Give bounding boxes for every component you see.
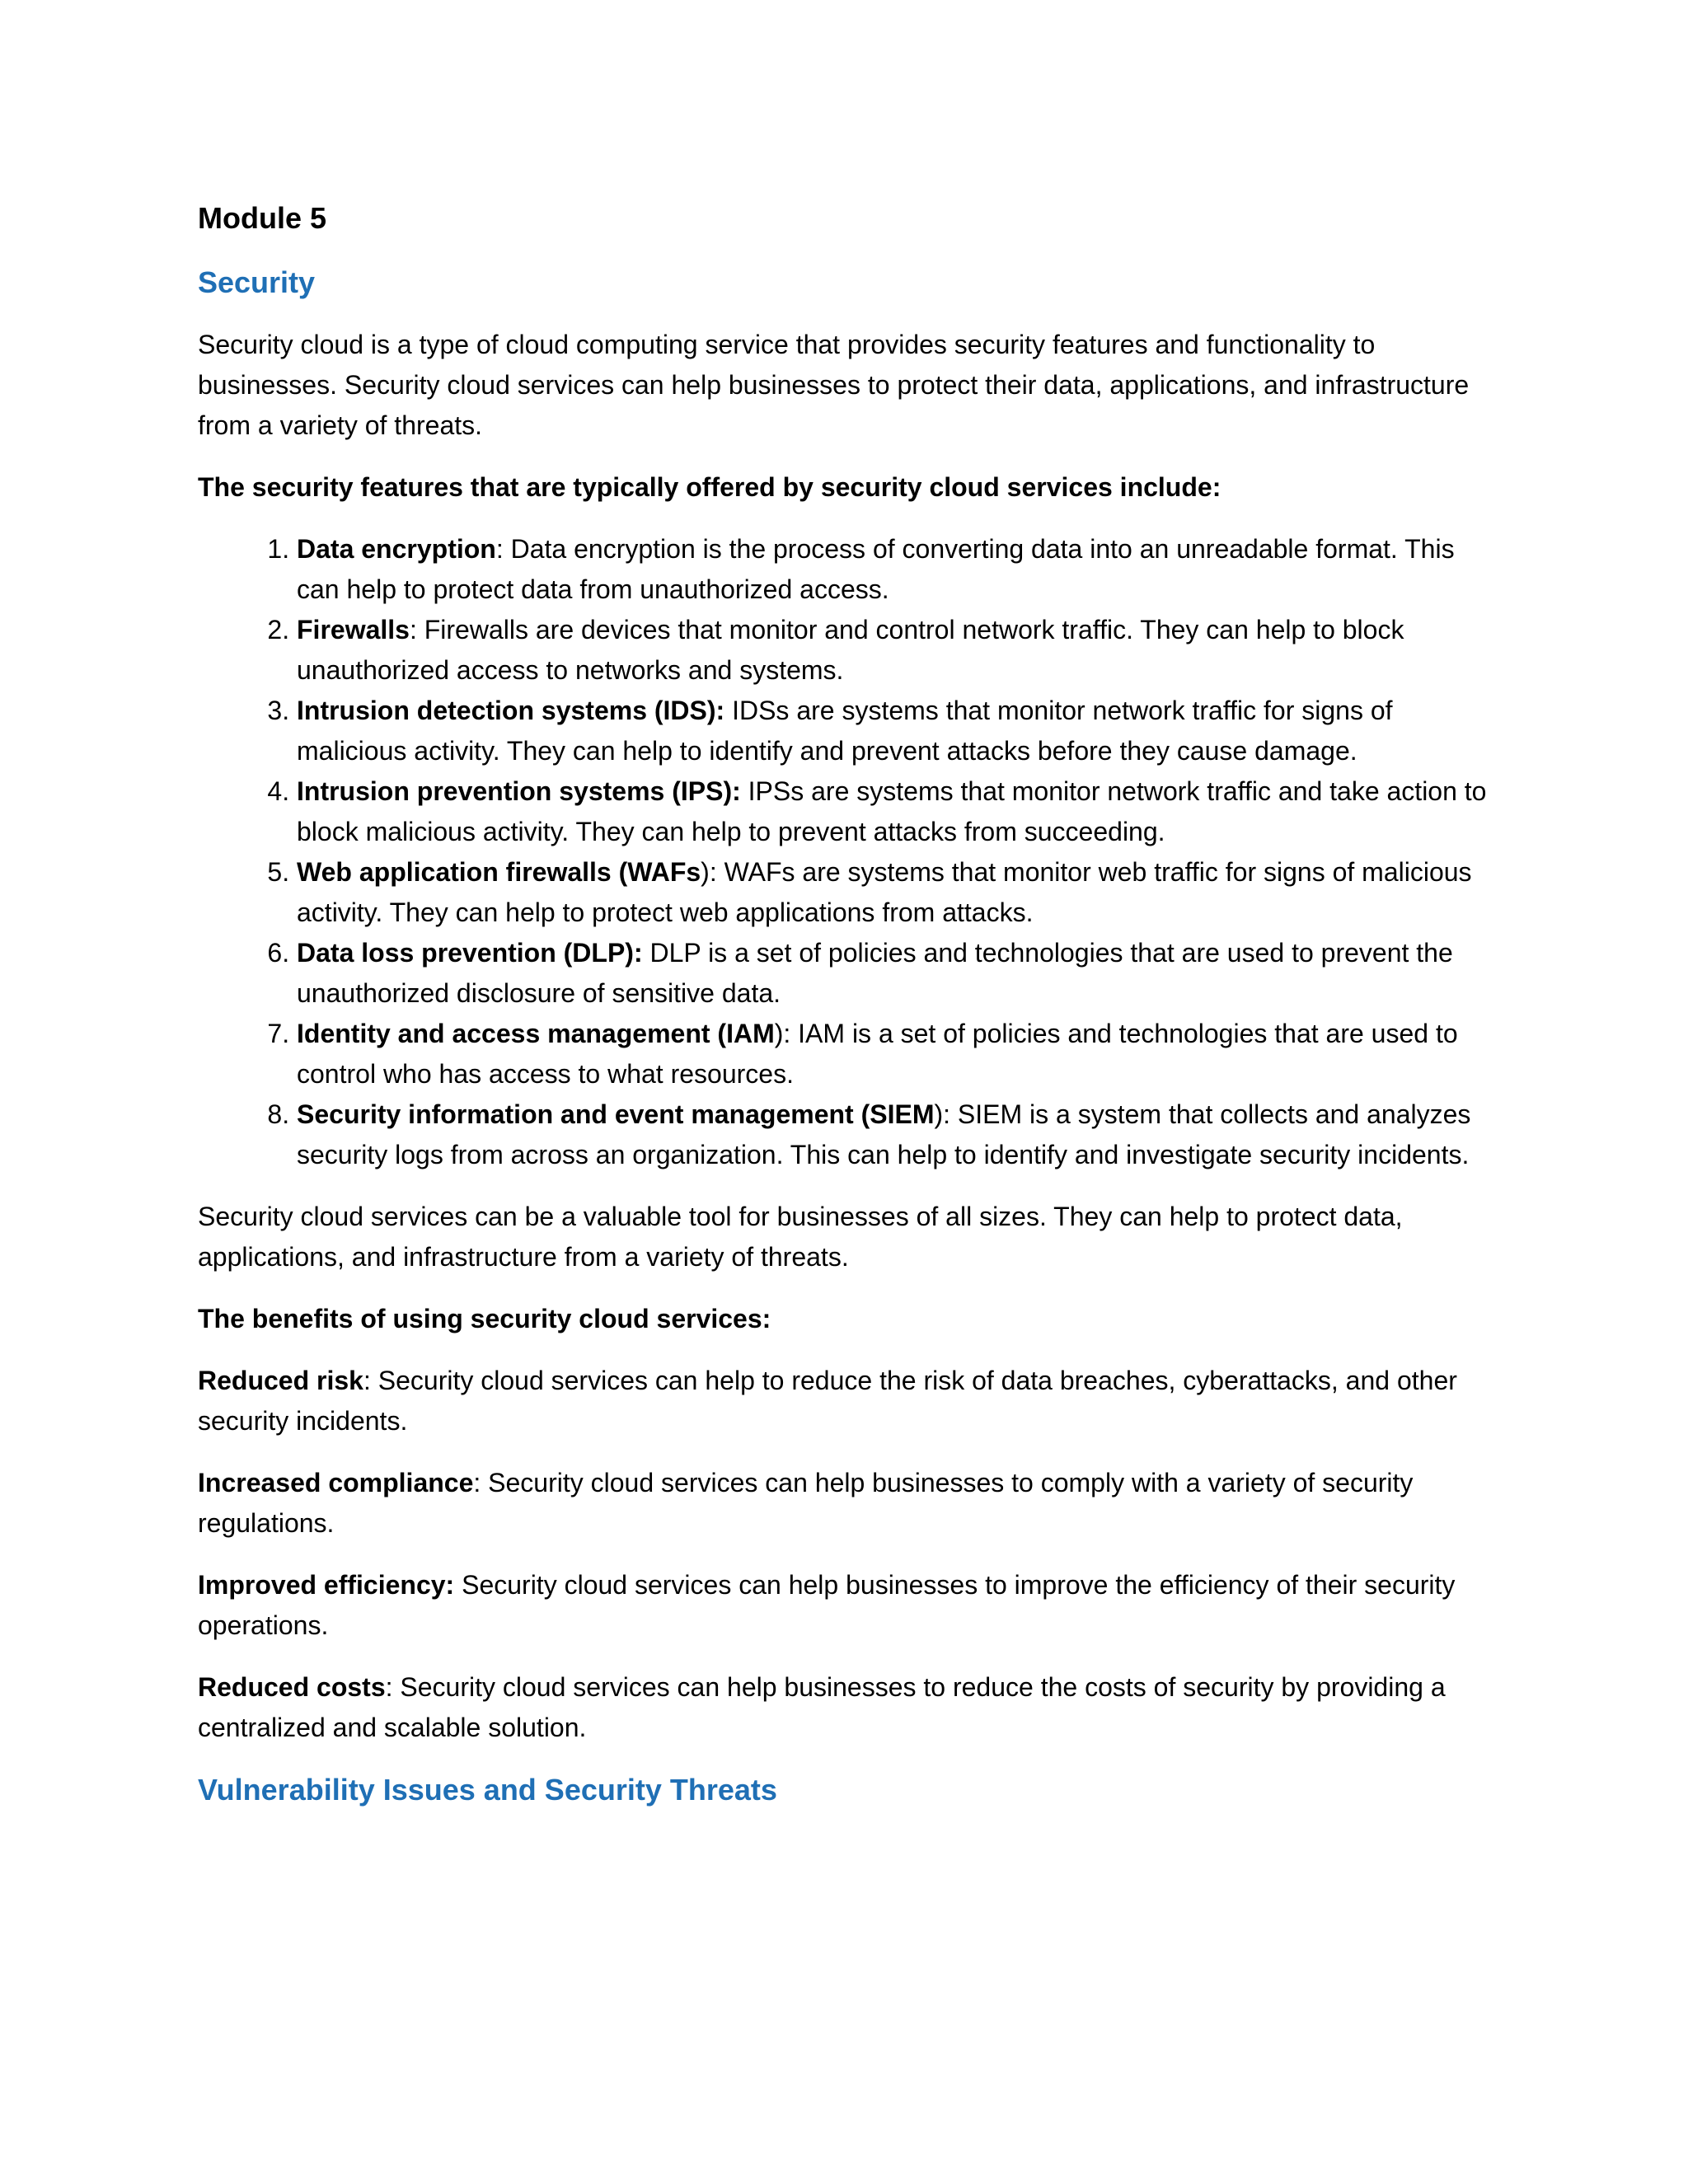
feature-sep: : [495, 534, 511, 564]
feature-item [297, 610, 1500, 691]
module-title: Module 5 [198, 201, 327, 235]
feature-term: Data encryption [297, 534, 496, 564]
summary-paragraph: Security cloud services can be a valuable tool for businesses of all sizes. They can help to protect data, applications, and infrastructure from a variety of threats. [198, 1202, 1403, 1272]
feature-term: Intrusion prevention systems (IPS): [297, 776, 741, 806]
intro-paragraph: Security cloud is a type of cloud computing service that provides security features and functionality to businesses. Security cloud services can help businesses to protect their data, applications, and infrastructure from a variety of threats. [198, 330, 1470, 440]
benefit-desc: Security cloud services can help businesses to comply with a variety of security regulations. [198, 1468, 1414, 1538]
benefit-sep [454, 1570, 462, 1600]
feature-desc: WAFs are systems that monitor web traffic for signs of malicious activity. They can help to protect web applications from attacks. [297, 857, 1472, 927]
feature-term: Data loss prevention (DLP): [297, 938, 643, 968]
feature-sep [643, 938, 650, 968]
features-list [198, 529, 1500, 1175]
benefit-paragraph [198, 1565, 1500, 1646]
benefit-sep: : [363, 1366, 378, 1395]
document-page [198, 198, 1500, 1832]
feature-item [297, 1094, 1500, 1175]
feature-item [297, 691, 1500, 771]
feature-item [297, 529, 1500, 610]
feature-term: Web application firewalls (WAFs [297, 857, 701, 887]
benefits-heading: The benefits of using security cloud services: [198, 1304, 771, 1333]
feature-sep: ): [774, 1019, 799, 1048]
feature-sep: ): [934, 1099, 958, 1129]
feature-sep [724, 696, 732, 725]
benefit-term: Improved efficiency: [198, 1570, 455, 1600]
benefit-desc: Security cloud services can help businesses to improve the efficiency of their security operations. [198, 1570, 1456, 1640]
feature-term: Firewalls [297, 615, 410, 644]
feature-desc: SIEM is a system that collects and analyzes security logs from across an organization. This can help to identify and investigate security incidents. [297, 1099, 1471, 1169]
feature-desc: IAM is a set of policies and technologies that are used to control who has access to what resources. [297, 1019, 1458, 1089]
benefit-paragraph [198, 1667, 1500, 1748]
benefit-sep: : [473, 1468, 489, 1497]
benefit-desc: Security cloud services can help to reduce the risk of data breaches, cyberattacks, and other security incidents. [198, 1366, 1457, 1436]
section-heading-vulnerability: Vulnerability Issues and Security Threats [198, 1773, 777, 1807]
benefit-term: Increased compliance [198, 1468, 474, 1497]
feature-item [297, 771, 1500, 852]
benefit-sep: : [385, 1672, 401, 1702]
benefit-paragraph [198, 1463, 1500, 1544]
feature-term: Security information and event management (SIEM [297, 1099, 935, 1129]
feature-sep [741, 776, 748, 806]
feature-term: Intrusion detection systems (IDS): [297, 696, 725, 725]
feature-desc: Firewalls are devices that monitor and control network traffic. They can help to block unauthorized access to networks and systems. [297, 615, 1404, 685]
feature-sep: : [409, 615, 424, 644]
feature-sep: ): [701, 857, 724, 887]
feature-desc: IDSs are systems that monitor network traffic for signs of malicious activity. They can help to identify and prevent attacks before they cause damage. [297, 696, 1393, 766]
benefit-desc: Security cloud services can help businesses to reduce the costs of security by providing a centralized and scalable solution. [198, 1672, 1446, 1742]
feature-item [297, 1014, 1500, 1094]
section-heading-security: Security [198, 265, 316, 299]
benefit-paragraph [198, 1361, 1500, 1441]
feature-item [297, 933, 1500, 1014]
feature-desc: Data encryption is the process of converting data into an unreadable format. This can help to protect data from unauthorized access. [297, 534, 1455, 604]
feature-item [297, 852, 1500, 933]
features-heading: The security features that are typically offered by security cloud services include: [198, 472, 1221, 502]
benefit-term: Reduced risk [198, 1366, 363, 1395]
benefit-term: Reduced costs [198, 1672, 386, 1702]
feature-desc: DLP is a set of policies and technologies that are used to prevent the unauthorized disclosure of sensitive data. [297, 938, 1453, 1008]
feature-desc: IPSs are systems that monitor network traffic and take action to block malicious activity. They can help to prevent attacks from succeeding. [297, 776, 1487, 846]
feature-term: Identity and access management (IAM [297, 1019, 775, 1048]
